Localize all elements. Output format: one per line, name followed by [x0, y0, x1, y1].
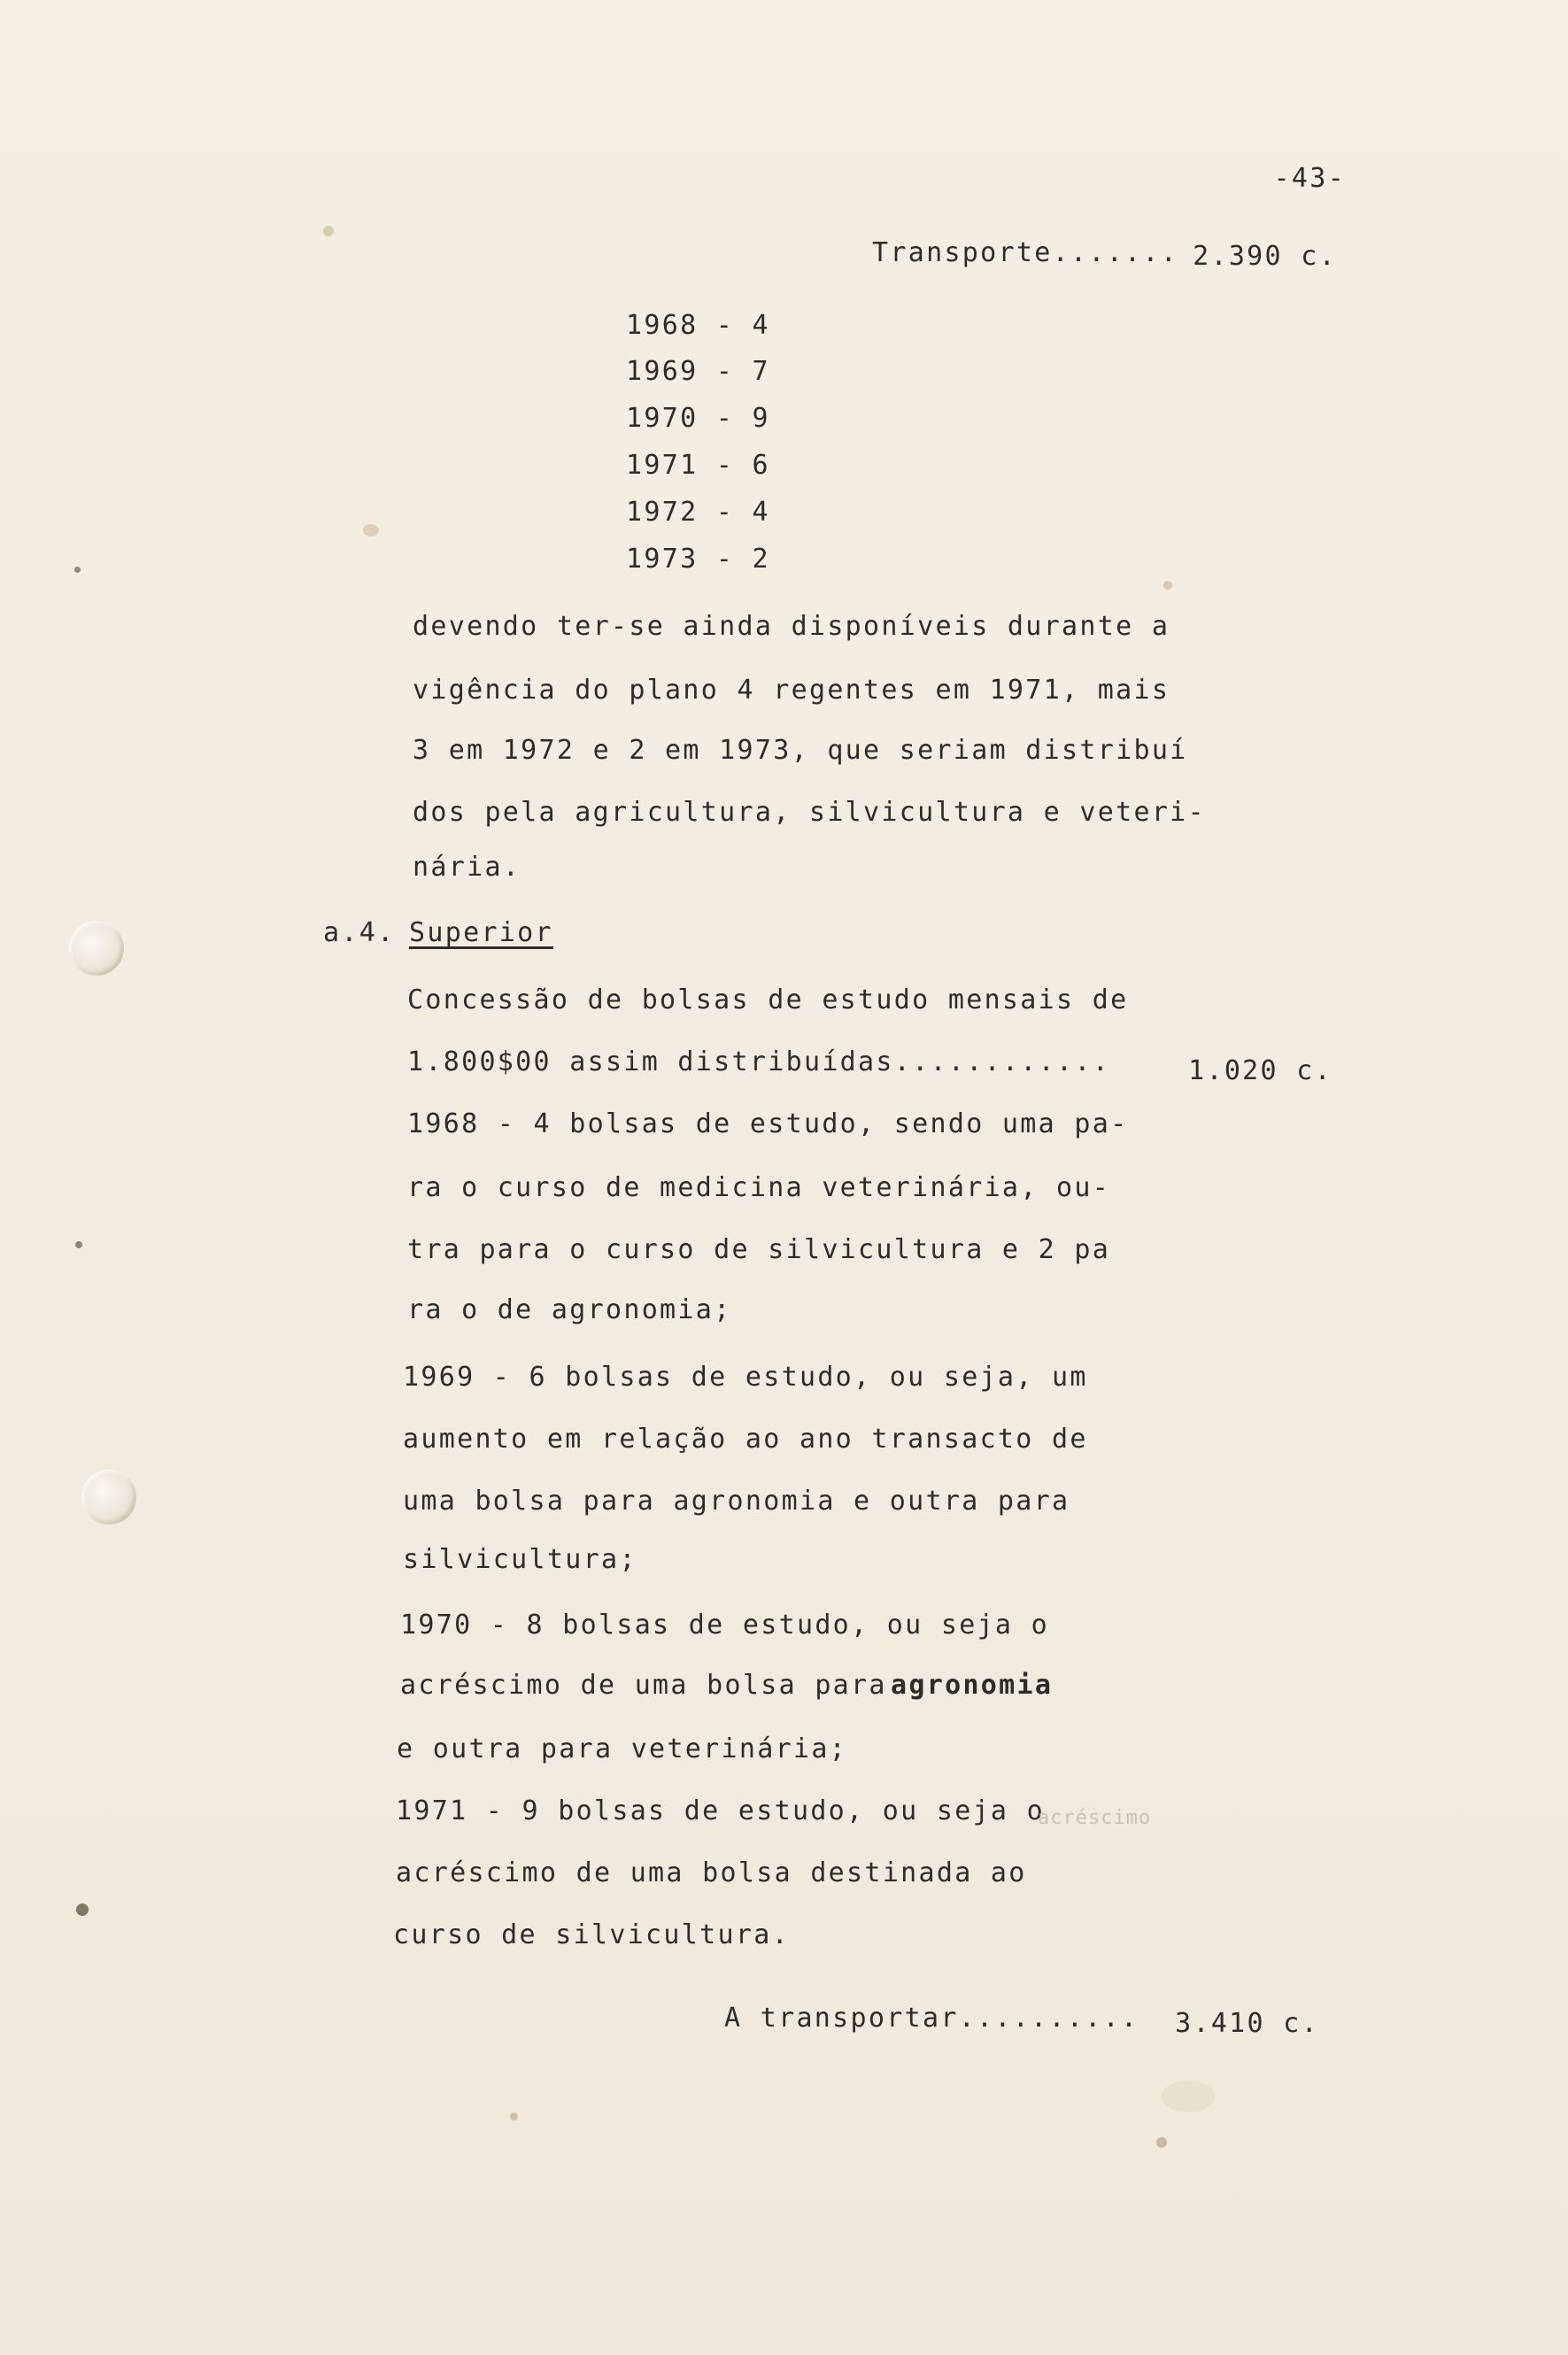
text-line: dos pela agricultura, silvicultura e veteri- — [413, 797, 1206, 828]
struck-word: acréscimo — [1038, 1807, 1152, 1829]
paper-stain — [1163, 581, 1172, 590]
list-item: acréscimo de uma bolsa para — [400, 1670, 887, 1701]
transporte-value: 2.390 c. — [1193, 241, 1337, 272]
list-item: ra o curso de medicina veterinária, ou- — [407, 1172, 1111, 1203]
embossed-stamp — [81, 1470, 136, 1525]
paper-stain — [510, 2112, 518, 2120]
text-line: 3 em 1972 e 2 em 1973, que seriam distribuí — [413, 735, 1188, 766]
year-count-item: 1973 - 2 — [626, 544, 770, 575]
a-transportar-value: 3.410 c. — [1175, 2008, 1319, 2039]
list-item: 1971 - 9 bolsas de estudo, ou seja o — [396, 1795, 1046, 1826]
text-line: nária. — [413, 852, 521, 883]
concessao-value: 1.020 c. — [1188, 1055, 1332, 1086]
text-line: Concessão de bolsas de estudo mensais de — [407, 984, 1129, 1015]
section-title: Superior — [409, 917, 553, 948]
list-item: acréscimo de uma bolsa destinada ao — [396, 1857, 1027, 1888]
paper-stain — [1156, 2137, 1167, 2148]
list-item: 1968 - 4 bolsas de estudo, sendo uma pa- — [407, 1108, 1129, 1139]
list-item: curso de silvicultura. — [393, 1919, 790, 1950]
list-item: uma bolsa para agronomia e outra para — [403, 1486, 1070, 1517]
paper-stain — [323, 226, 334, 236]
list-item: 1970 - 8 bolsas de estudo, ou seja o — [400, 1610, 1050, 1641]
text-line: devendo ter-se ainda disponíveis durante a — [413, 611, 1170, 642]
year-count-item: 1971 - 6 — [626, 450, 770, 481]
year-count-item: 1969 - 7 — [626, 356, 770, 387]
emphasis-word: agronomia — [891, 1670, 1054, 1701]
paper-stain — [363, 524, 379, 537]
list-item: e outra para veterinária; — [397, 1733, 848, 1764]
transporte-label: Transporte....... — [872, 237, 1179, 268]
list-item: aumento em relação ao ano transacto de — [403, 1424, 1088, 1455]
section-number: a.4. — [323, 917, 396, 948]
year-count-item: 1972 - 4 — [626, 497, 770, 528]
paper-stain — [1162, 2081, 1215, 2112]
text-line: 1.800$00 assim distribuídas............ — [407, 1046, 1111, 1077]
a-transportar-label: A transportar.......... — [724, 2003, 1139, 2034]
year-count-item: 1970 - 9 — [626, 403, 770, 434]
text-line: vigência do plano 4 regentes em 1971, mais — [413, 675, 1170, 706]
list-item: tra para o curso de silvicultura e 2 pa — [407, 1234, 1111, 1265]
embossed-stamp — [69, 921, 124, 976]
paper-stain — [74, 567, 81, 573]
list-item: 1969 - 6 bolsas de estudo, ou seja, um — [403, 1362, 1088, 1393]
list-item: ra o de agronomia; — [407, 1294, 732, 1325]
paper-stain — [75, 1241, 82, 1248]
year-count-item: 1968 - 4 — [626, 310, 770, 341]
paper-stain — [76, 1903, 89, 1916]
list-item: silvicultura; — [403, 1544, 637, 1575]
page-number: -43- — [1273, 163, 1346, 194]
